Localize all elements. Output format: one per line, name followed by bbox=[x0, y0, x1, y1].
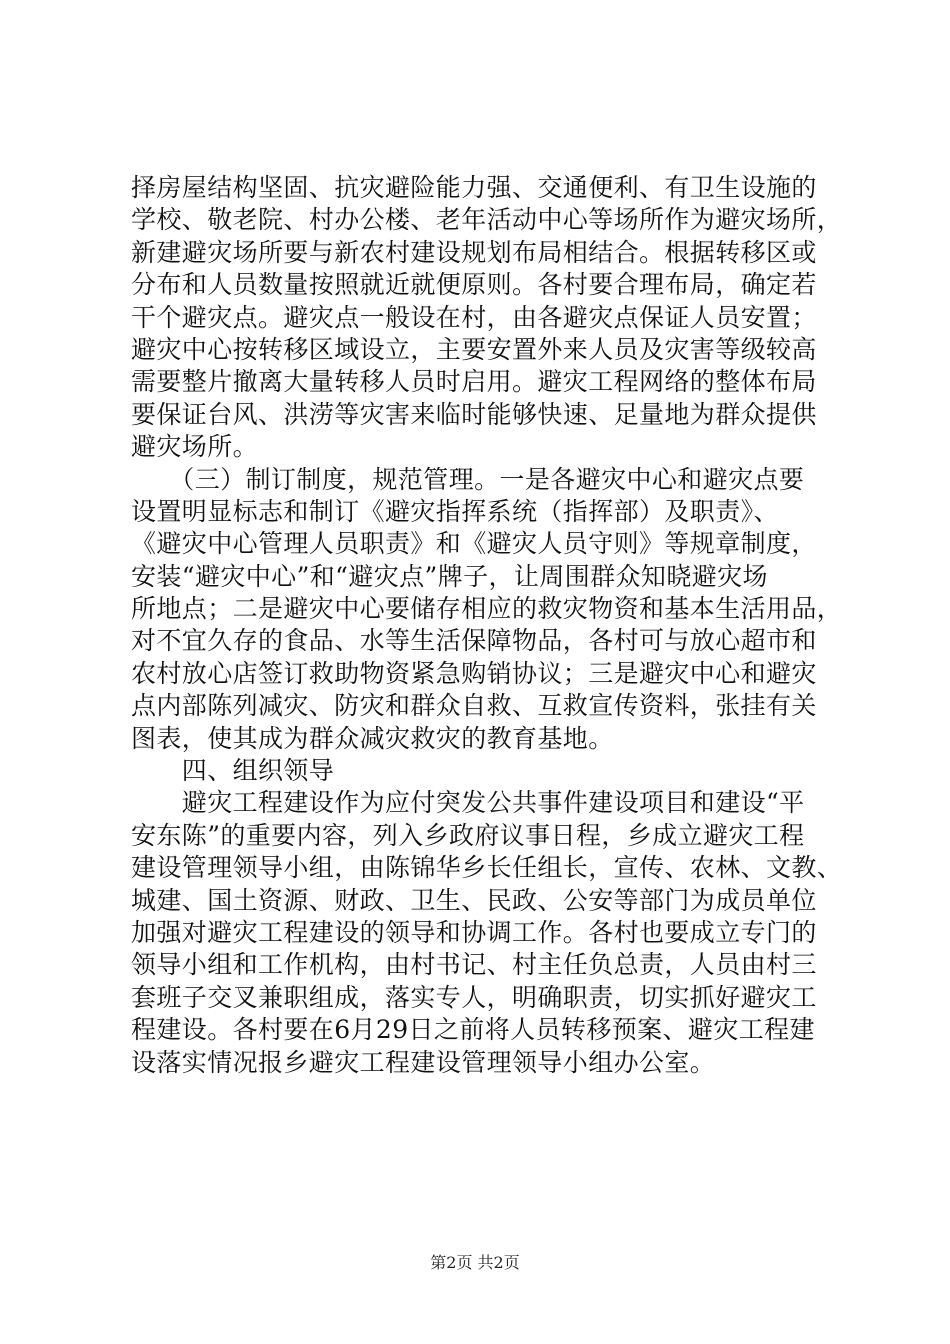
text-line: 避灾中心按转移区域设立，主要安置外来人员及灾害等级较高 bbox=[131, 334, 817, 364]
text-line: 干个避灾点。避灾点一般设在村，由各避灾点保证人员安置； bbox=[131, 302, 817, 332]
page-number-footer: 第2页 共2页 bbox=[430, 1253, 520, 1272]
text-line: 所地点；二是避灾中心要储存相应的救灾物资和基本生活用品， bbox=[131, 594, 843, 624]
document-body bbox=[131, 172, 843, 1079]
text-line: 套班子交叉兼职组成，落实专人，明确职责，切实抓好避灾工 bbox=[131, 982, 817, 1012]
text-line: 择房屋结构坚固、抗灾避险能力强、交通便利、有卫生设施的 bbox=[131, 173, 817, 202]
text-line: 分布和人员数量按照就近就便原则。各村要合理布局，确定若 bbox=[131, 270, 817, 300]
text-line: 学校、敬老院、村办公楼、老年活动中心等场所作为避灾场所， bbox=[131, 205, 843, 235]
text-line: 设置明显标志和制订《避灾指挥系统（指挥部）及职责》、 bbox=[131, 496, 779, 526]
section-heading: 四、组织领导 bbox=[131, 756, 335, 786]
text-line: 《避灾中心管理人员职责》和《避灾人员守则》等规章制度， bbox=[131, 529, 817, 559]
text-line: 新建避灾场所要与新农村建设规划布局相结合。根据转移区或 bbox=[131, 237, 817, 267]
text-line: 对不宜久存的食品、水等生活保障物品，各村可与放心超市和 bbox=[131, 626, 817, 656]
text-line: 避灾工程建设作为应付突发公共事件建设项目和建设“平 bbox=[131, 788, 805, 818]
text-line: 农村放心店签订救助物资紧急购销协议；三是避灾中心和避灾 bbox=[131, 658, 817, 688]
text-line: 安东陈”的重要内容，列入乡政府议事日程，乡成立避灾工程 bbox=[131, 820, 805, 850]
text-line: 领导小组和工作机构，由村书记、村主任负总责，人员由村三 bbox=[131, 950, 817, 980]
text-line: 加强对避灾工程建设的领导和协调工作。各村也要成立专门的 bbox=[131, 917, 817, 947]
text-line: 点内部陈列减灾、防灾和群众自救、互救宣传资料，张挂有关 bbox=[131, 691, 817, 721]
text-line: 设落实情况报乡避灾工程建设管理领导小组办公室。 bbox=[131, 1047, 716, 1077]
text-line: 城建、国土资源、财政、卫生、民政、公安等部门为成员单位 bbox=[131, 885, 817, 915]
text-line: 建设管理领导小组，由陈锦华乡长任组长，宣传、农林、文教、 bbox=[131, 853, 843, 883]
text-line: 需要整片撤离大量转移人员时启用。避灾工程网络的整体布局 bbox=[131, 367, 817, 397]
text-line: 避灾场所。 bbox=[131, 432, 259, 462]
text-line: 安装“避灾中心”和“避灾点”牌子，让周围群众知晓避灾场 bbox=[131, 561, 768, 591]
text-line: 程建设。各村要在6月29日之前将人员转移预案、避灾工程建 bbox=[131, 1015, 815, 1045]
text-line: 要保证台风、洪涝等灾害来临时能够快速、足量地为群众提供 bbox=[131, 399, 817, 429]
section-heading-line: （三）制订制度，规范管理。一是各避灾中心和避灾点要 bbox=[131, 464, 805, 494]
text-line: 图表，使其成为群众减灾救灾的教育基地。 bbox=[131, 723, 614, 753]
